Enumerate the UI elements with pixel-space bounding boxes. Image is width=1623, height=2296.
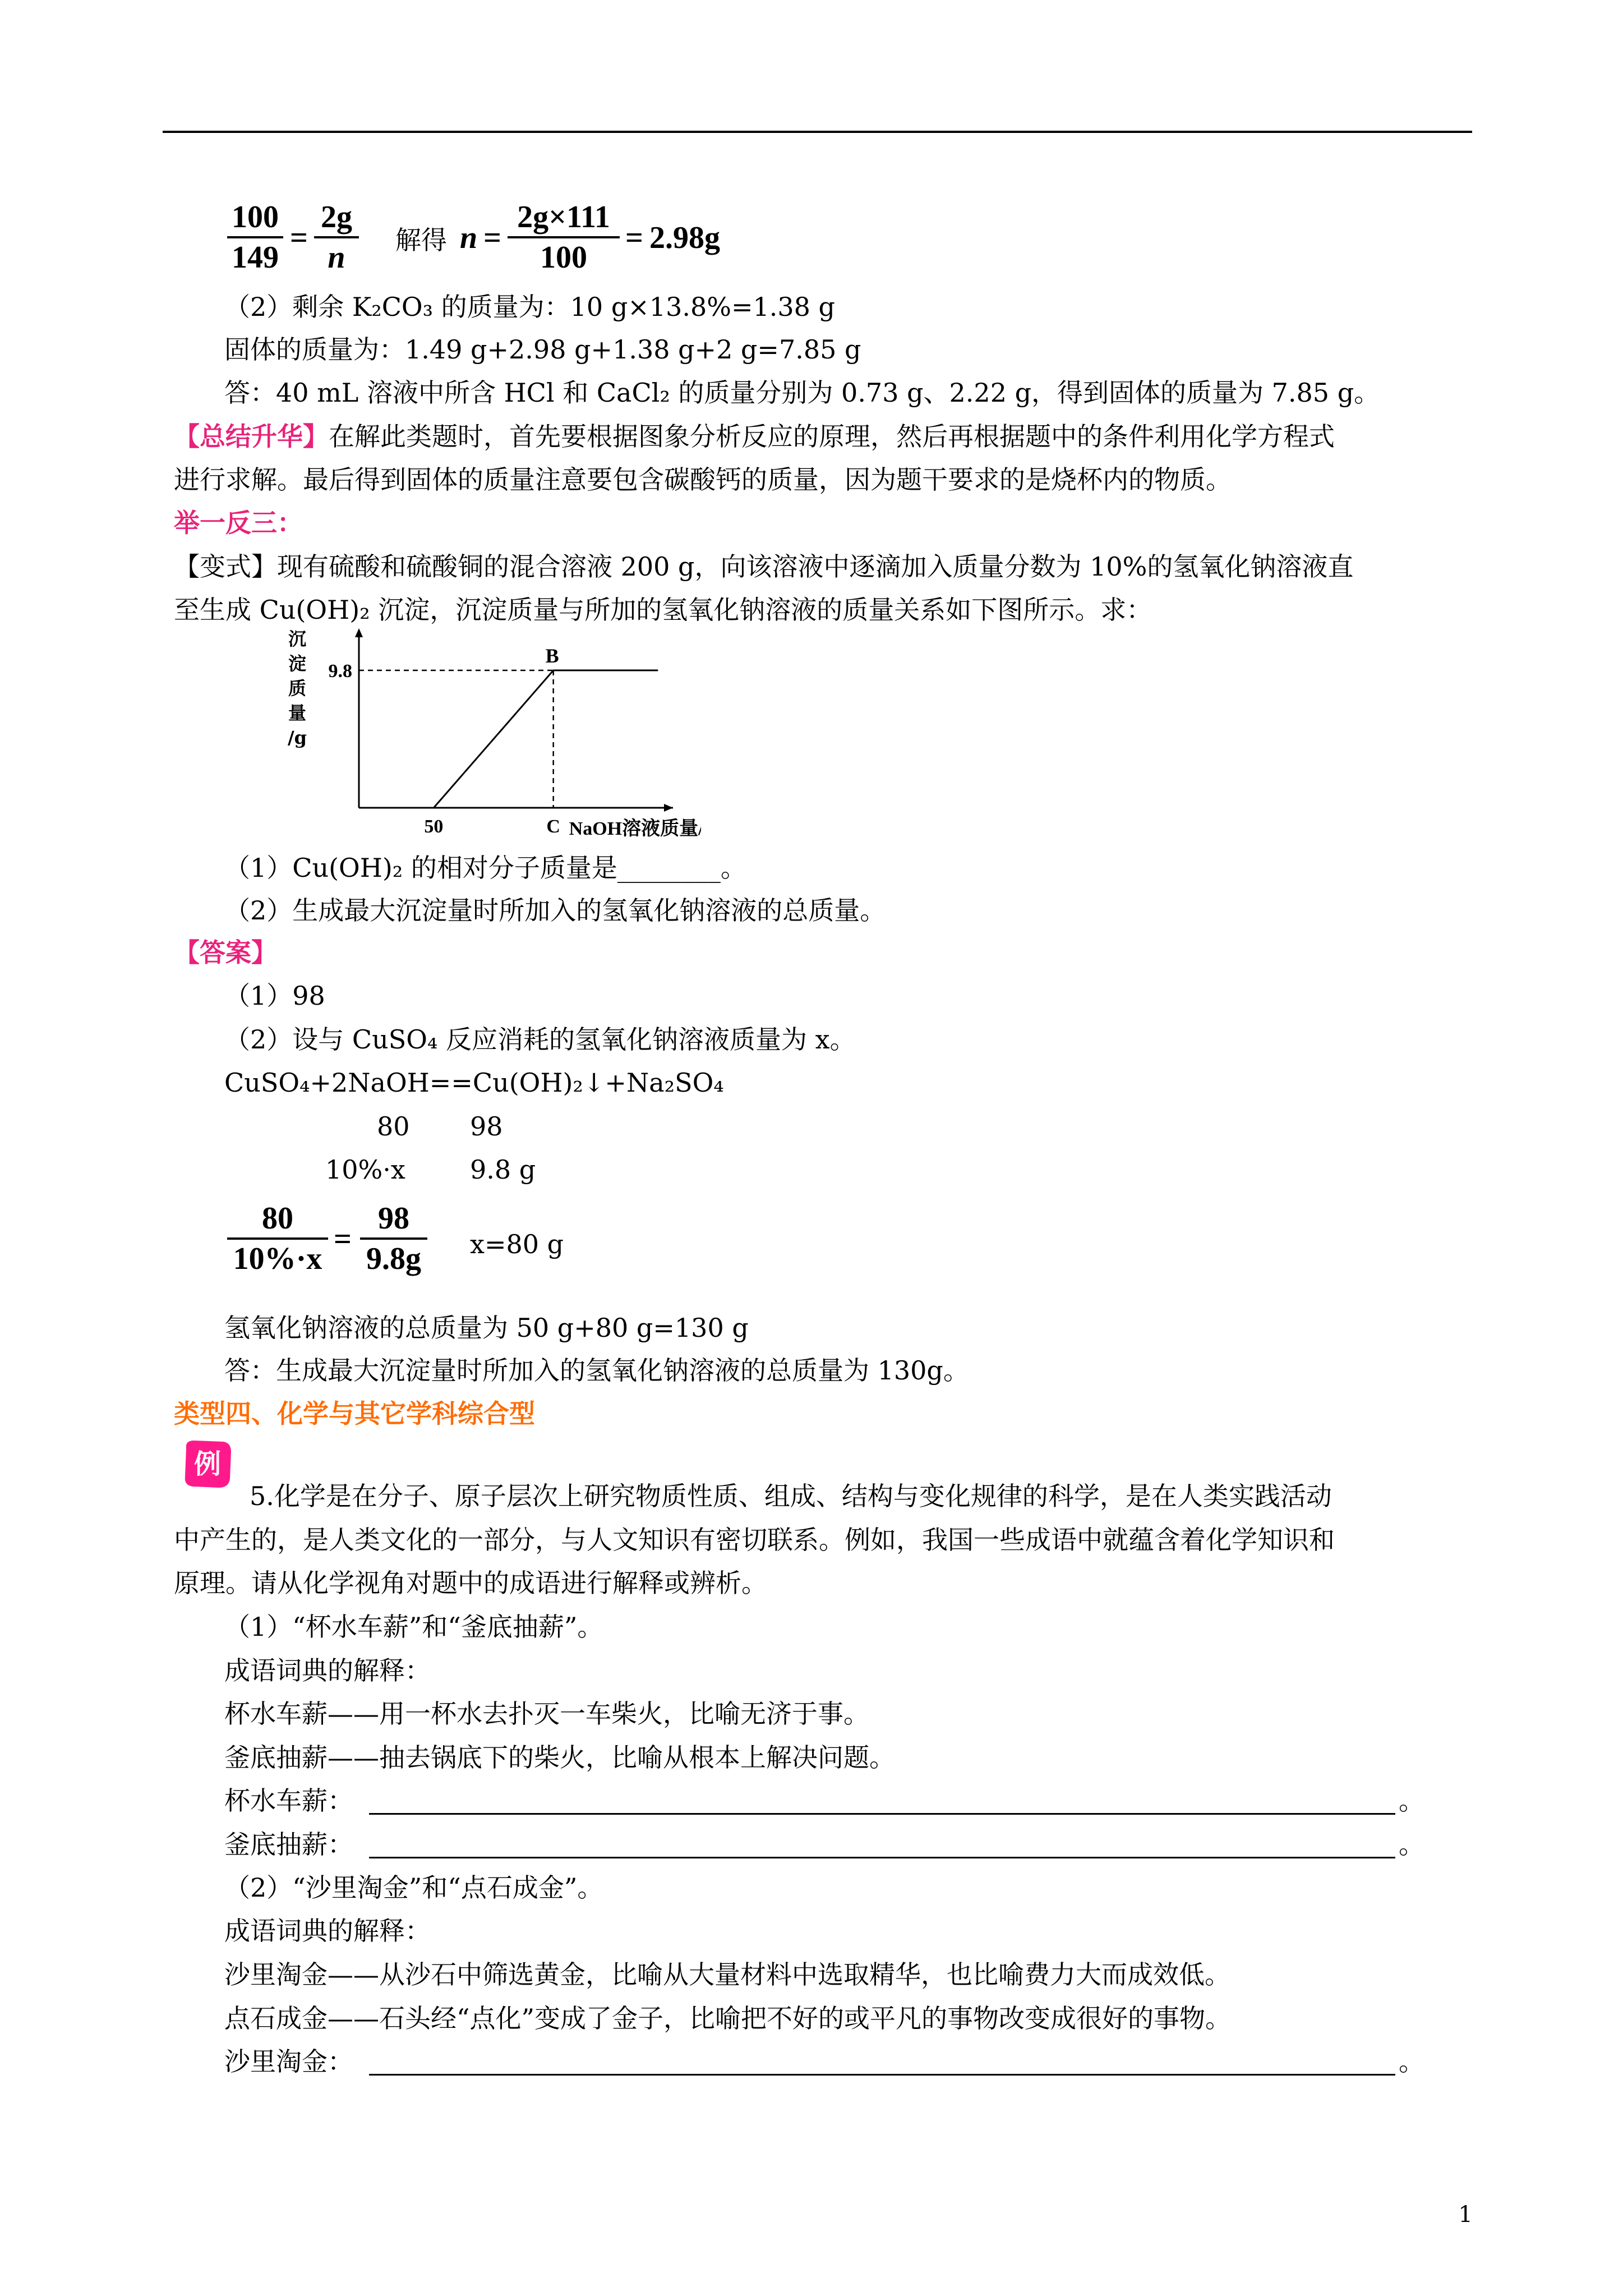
paragraph: 成语词典的解释： (224, 1916, 431, 1946)
fraction (360, 1200, 427, 1277)
fill-label: 杯水车薪： (224, 1786, 353, 1816)
y-axis-label: 质 (288, 678, 307, 699)
fraction (227, 1200, 328, 1277)
variable-n: n (460, 220, 478, 255)
answer-tag: 【答案】 (174, 937, 277, 968)
idiom-title: （1）“杯水车薪”和“釜底抽薪”。 (224, 1612, 603, 1642)
numerator: 2g×111 (517, 200, 610, 234)
x-tick-label: 50 (424, 816, 444, 837)
equation-quantity: 10%·x (325, 1154, 405, 1185)
paragraph: 固体的质量为：1.49 g+2.98 g+1.38 g+2 g=7.85 g (224, 334, 861, 365)
chart-svg (275, 623, 701, 847)
denominator: 100 (540, 240, 587, 275)
section-heading: 类型四、化学与其它学科综合型 (174, 1398, 535, 1429)
fraction-bar (227, 236, 283, 238)
fraction (227, 199, 283, 275)
denominator: n (328, 240, 345, 275)
page-number: 1 (1458, 2202, 1473, 2228)
fill-label: 釜底抽薪： (224, 1829, 353, 1860)
paragraph: 【变式】现有硫酸和硫酸铜的混合溶液 200 g，向该溶液中逐滴加入质量分数为 10%的氢氧化钠溶液直 (174, 551, 1354, 582)
point-label: B (545, 645, 559, 667)
fill-label: 沙里淘金： (224, 2046, 353, 2077)
paragraph: 5.化学是在分子、原子层次上研究物质性质、组成、结构与变化规律的科学，是在人类实践活动 (250, 1481, 1332, 1511)
answer-blank[interactable] (369, 1857, 1395, 1858)
paragraph: 氢氧化钠溶液的总质量为 50 g+80 g=130 g (224, 1313, 749, 1343)
idiom-title: （2）“沙里淘金”和“点石成金”。 (224, 1872, 603, 1903)
question: （2）生成最大沉淀量时所加入的氢氧化钠溶液的总质量。 (224, 895, 886, 926)
answer-line: （2）设与 CuSO₄ 反应消耗的氢氧化钠溶液质量为 x。 (224, 1024, 856, 1055)
y-axis-arrow (355, 628, 363, 637)
period: 。 (1399, 1786, 1424, 1816)
x-tick-label: C (546, 816, 560, 837)
denominator: 149 (232, 240, 279, 275)
question: （1）Cu(OH)₂ 的相对分子质量是________。 (224, 853, 746, 883)
answer-blank[interactable] (369, 1813, 1395, 1815)
paragraph: 中产生的，是人类文化的一部分，与人文知识有密切联系。例如，我国一些成语中就蕴含着化学知识和 (174, 1525, 1335, 1555)
y-axis-label: 淀 (288, 653, 307, 674)
paragraph: 原理。请从化学视角对题中的成语进行解释或辨析。 (174, 1568, 767, 1598)
denominator: 9.8g (366, 1241, 421, 1276)
fraction (508, 199, 620, 275)
period: 。 (1399, 2046, 1424, 2077)
x-axis-arrow (664, 804, 673, 812)
equals-sign: = (625, 220, 643, 255)
period: 。 (1399, 1829, 1424, 1860)
equals-sign: = (483, 220, 501, 255)
fraction-bar (314, 236, 359, 238)
y-tick-label: 9.8 (328, 661, 352, 682)
answer-line: （1）98 (224, 981, 325, 1011)
header-rule (163, 131, 1472, 133)
equation-coefficient: 80 (377, 1111, 410, 1142)
paragraph: 答：40 mL 溶液中所含 HCl 和 CaCl₂ 的质量分别为 0.73 g、2.22 g，得到固体的质量为 7.85 g。 (224, 378, 1380, 408)
answer-blank[interactable] (369, 2074, 1395, 2076)
practice-heading: 举一反三： (174, 508, 303, 538)
paragraph: 答：生成最大沉淀量时所加入的氢氧化钠溶液的总质量为 130g。 (224, 1355, 969, 1386)
summary-text: 在解此类题时，首先要根据图象分析反应的原理，然后再根据题中的条件利用化学方程式 (329, 421, 1335, 452)
precipitate-chart (275, 623, 701, 849)
paragraph: （2）剩余 K₂CO₃ 的质量为：10 g×13.8%=1.38 g (224, 292, 835, 322)
equals-sign: = (334, 1222, 352, 1257)
definition: 沙里淘金——从沙石中筛选黄金，比喻从大量材料中选取精华，也比喻费力大而成效低。 (224, 1959, 1230, 1990)
x-axis-label: NaOH溶液质量/g (569, 818, 701, 839)
example-badge-text: 例 (193, 1448, 222, 1480)
summary-tag: 【总结升华】 (174, 421, 329, 452)
example-badge-icon (178, 1436, 234, 1492)
chemical-equation: CuSO₄+2NaOH==Cu(OH)₂↓+Na₂SO₄ (224, 1068, 724, 1098)
paragraph: 成语词典的解释： (224, 1655, 431, 1686)
series-line (434, 670, 658, 808)
equation-quantity: 9.8 g (470, 1154, 536, 1185)
formula-result: x=80 g (470, 1229, 564, 1259)
equation-coefficient: 98 (470, 1111, 503, 1142)
numerator: 2g (321, 200, 352, 234)
y-axis-label: 量 (288, 702, 307, 724)
definition: 杯水车薪——用一杯水去扑灭一车柴火，比喻无济于事。 (224, 1699, 869, 1729)
numerator: 98 (378, 1201, 409, 1236)
definition: 釜底抽薪——抽去锅底下的柴火，比喻从根本上解决问题。 (224, 1742, 895, 1773)
paragraph: 至生成 Cu(OH)₂ 沉淀，沉淀质量与所加的氢氧化钠溶液的质量关系如下图所示。求： (174, 595, 1152, 625)
y-axis-label: 沉 (288, 628, 307, 650)
paragraph: 进行求解。最后得到固体的质量注意要包含碳酸钙的质量，因为题干要求的是烧杯内的物质。 (174, 464, 1232, 495)
fraction (314, 199, 359, 275)
denominator: 10%·x (233, 1241, 322, 1276)
numerator: 100 (232, 200, 279, 234)
solve-label: 解得 (395, 225, 447, 255)
summary-paragraph (174, 420, 1335, 453)
fraction-bar (227, 1237, 328, 1240)
numerator: 80 (262, 1201, 293, 1236)
equals-sign: = (290, 220, 308, 255)
definition: 点石成金——石头经“点化”变成了金子，比喻把不好的或平凡的事物改变成很好的事物。 (224, 2003, 1232, 2033)
fraction-bar (508, 236, 620, 238)
y-axis-label: /g (287, 727, 307, 748)
formula-result: 2.98g (649, 220, 720, 255)
fraction-bar (360, 1237, 427, 1240)
